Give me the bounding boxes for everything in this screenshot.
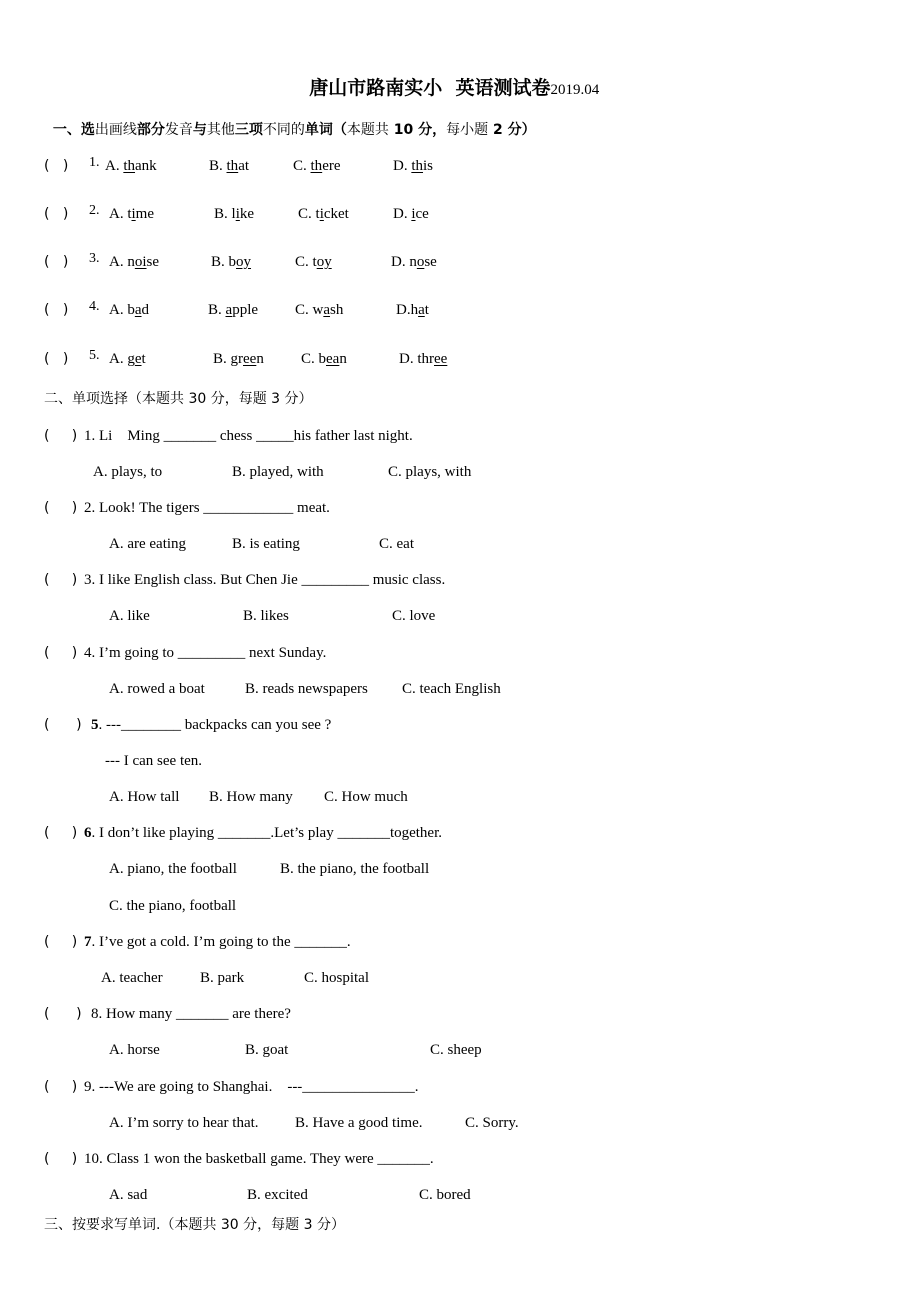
item-number: 2.	[89, 203, 100, 218]
option-c: C. hospital	[304, 970, 370, 986]
answer-blank: ( )	[44, 934, 78, 950]
option-b: B. the piano, the football	[280, 861, 430, 877]
option-c: C. toy	[295, 254, 332, 270]
option-c: C. the piano, football	[109, 898, 237, 914]
option-a: A. horse	[109, 1042, 160, 1058]
option-a: A. bad	[109, 302, 150, 318]
option-d: D. nose	[391, 254, 437, 270]
option-c: C. bean	[301, 351, 347, 367]
option-b: B. played, with	[232, 464, 324, 480]
underlined-letters: oi	[134, 254, 147, 270]
underlined-letters: oy	[236, 254, 252, 270]
option-c: C. plays, with	[388, 464, 472, 480]
question-stem: 9. ---We are going to Shanghai. ---_______________.	[84, 1079, 419, 1095]
option-c: C. bored	[419, 1187, 471, 1203]
option-a: A. are eating	[109, 536, 187, 552]
option-d: D.hat	[396, 302, 429, 318]
question-stem: 8. How many _______ are there?	[91, 1006, 291, 1022]
option-b: B. reads newspapers	[245, 681, 368, 697]
underlined-letters: e	[134, 351, 142, 367]
answer-blank: ( )	[44, 500, 78, 516]
answer-blank: ( )	[44, 1151, 78, 1167]
question-stem: 6. I don’t like playing _______.Let’s play _______together.	[84, 825, 443, 841]
option-a: A. I’m sorry to hear that.	[109, 1115, 259, 1131]
section1-heading: 一、选出画线部分发音与其他三项不同的单词（本题共 10 分，每小题 2 分）	[52, 122, 536, 138]
option-c: C. teach English	[402, 681, 501, 697]
option-a: A. get	[109, 351, 146, 367]
underlined-letters: th	[411, 158, 424, 174]
answer-blank: ( )	[44, 254, 69, 270]
option-a: A. rowed a boat	[109, 681, 205, 697]
option-b: B. that	[209, 158, 250, 174]
title-text: 唐山市路南实小 英语测试卷	[309, 77, 551, 99]
question-stem: 2. Look! The tigers ____________ meat.	[84, 500, 330, 516]
option-a: A. noise	[109, 254, 160, 270]
option-c: C. there	[293, 158, 341, 174]
option-c: C. love	[392, 608, 436, 624]
answer-blank: ( )	[44, 351, 69, 367]
option-c: C. sheep	[430, 1042, 482, 1058]
option-c: C. eat	[379, 536, 414, 552]
underlined-letters: i	[319, 206, 324, 222]
option-b: B. green	[213, 351, 264, 367]
underlined-letters: ee	[434, 351, 448, 367]
answer-blank: ( )	[44, 428, 78, 444]
option-c: C. wash	[295, 302, 344, 318]
item-number: 3.	[89, 251, 100, 266]
section3-heading: 三、按要求写单词.（本题共 30 分，每题 3 分）	[44, 1217, 345, 1233]
answer-blank: ( )	[44, 717, 82, 733]
answer-blank: ( )	[44, 206, 69, 222]
underlined-letters: i	[411, 206, 416, 222]
option-b: B. goat	[245, 1042, 289, 1058]
answer-blank: ( )	[44, 158, 69, 174]
underlined-letters: th	[123, 158, 136, 174]
option-d: D. this	[393, 158, 434, 174]
option-b: B. Have a good time.	[295, 1115, 423, 1131]
option-b: B. boy	[211, 254, 252, 270]
underlined-letters: i	[235, 206, 240, 222]
underlined-letters: a	[134, 302, 142, 318]
option-c: C. Sorry.	[465, 1115, 519, 1131]
question-stem: 10. Class 1 won the basketball game. They were _______.	[84, 1151, 434, 1167]
title-date: 2019.04	[550, 82, 600, 98]
underlined-letters: i	[131, 206, 136, 222]
option-b: B. like	[214, 206, 255, 222]
underlined-letters: oy	[316, 254, 332, 270]
item-number: 4.	[89, 299, 100, 314]
item-number: 5.	[89, 348, 100, 363]
option-b: B. park	[200, 970, 245, 986]
option-a: A. time	[109, 206, 154, 222]
answer-blank: ( )	[44, 1006, 82, 1022]
underlined-letters: a	[225, 302, 233, 318]
option-a: A. sad	[109, 1187, 148, 1203]
option-b: B. likes	[243, 608, 289, 624]
option-a: A. piano, the football	[109, 861, 237, 877]
question-stem: 1. Li Ming _______ chess _____his father last night.	[84, 428, 413, 444]
page-title	[296, 60, 599, 98]
option-b: B. excited	[247, 1187, 308, 1203]
option-d: D. ice	[393, 206, 429, 222]
option-a: A. plays, to	[93, 464, 163, 480]
answer-blank: ( )	[44, 825, 78, 841]
underlined-letters: ee	[243, 351, 257, 367]
question-stem: 3. I like English class. But Chen Jie _________ music class.	[84, 572, 446, 588]
underlined-letters: th	[310, 158, 323, 174]
option-c: C. ticket	[298, 206, 349, 222]
question-stem: 5. ---________ backpacks can you see ?	[91, 717, 332, 733]
answer-blank: ( )	[44, 572, 78, 588]
answer-blank: ( )	[44, 645, 78, 661]
question-stem: 4. I’m going to _________ next Sunday.	[84, 645, 327, 661]
option-a: A. like	[109, 608, 150, 624]
option-a: A. teacher	[101, 970, 163, 986]
underlined-letters: a	[418, 302, 425, 318]
section2-heading: 二、单项选择（本题共 30 分，每题 3 分）	[44, 391, 313, 407]
option-c: C. How much	[324, 789, 408, 805]
answer-blank: ( )	[44, 1079, 78, 1095]
option-a: A. thank	[105, 158, 157, 174]
underlined-letters: o	[416, 254, 425, 270]
dialogue-answer: --- I can see ten.	[105, 753, 203, 769]
item-number: 1.	[89, 155, 100, 170]
option-b: B. How many	[209, 789, 293, 805]
option-b: B. is eating	[232, 536, 300, 552]
answer-blank: ( )	[44, 302, 69, 318]
underlined-letters: a	[323, 302, 331, 318]
underlined-letters: ea	[326, 351, 340, 367]
option-a: A. How tall	[109, 789, 180, 805]
option-d: D. three	[399, 351, 448, 367]
option-b: B. apple	[208, 302, 259, 318]
underlined-letters: th	[226, 158, 239, 174]
question-stem: 7. I’ve got a cold. I’m going to the _______.	[84, 934, 351, 950]
